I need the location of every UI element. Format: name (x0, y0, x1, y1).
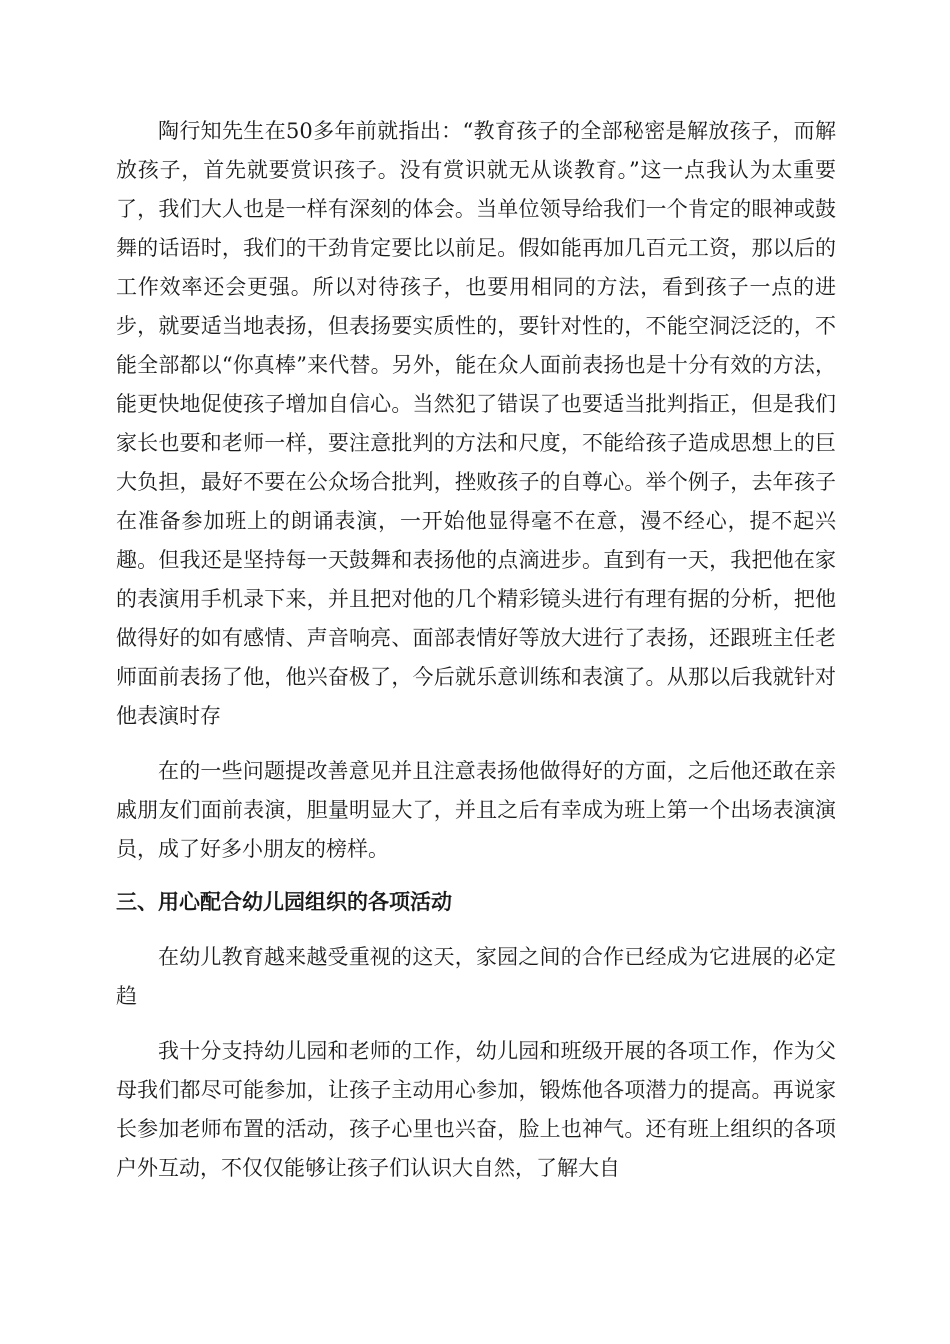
paragraph-support-kindergarten: 我十分支持幼儿园和老师的工作，幼儿园和班级开展的各项工作，作为父母我们都尽可能参加，让孩子主动用心参加，锻炼他各项潜力的提高。再说家长参加老师布置的活动，孩子心里也兴奋，脸上也神气。还有班上组织的各项户外互动，不仅仅能够让孩子们认识大自然，了解大自 (116, 1039, 836, 1180)
section-heading: 三、用心配合幼儿园组织的各项活动 (116, 890, 452, 914)
document-page (116, 112, 836, 1188)
paragraph-home-school-cooperation: 在幼儿教育越来越受重视的这天，家园之间的合作已经成为它进展的必定趋 (116, 945, 836, 1008)
paragraph-praise-children: 陶行知先生在50多年前就指出：“教育孩子的全部秘密是解放孩子，而解放孩子，首先就要赏识孩子。没有赏识就无从谈教育。”这一点我认为太重要了，我们大人也是一样有深刻的体会。当单位领导给我们一个肯定的眼神或鼓舞的话语时，我们的干劲肯定要比以前足。假如能再加几百元工资，那以后的工作效率还会更强。所以对待孩子，也要用相同的方法，看到孩子一点的进步，就要适当地表扬，但表扬要实质性的，要针对性的，不能空洞泛泛的，不能全部都以“你真棒”来代替。另外，能在众人面前表扬也是十分有效的方法，能更快地促使孩子增加自信心。当然犯了错误了也要适当批判指正，但是我们家长也要和老师一样，要注意批判的方法和尺度，不能给孩子造成思想上的巨大负担，最好不要在公众场合批判，挫败孩子的自尊心。举个例子，去年孩子在准备参加班上的朗诵表演，一开始他显得毫不在意，漫不经心，提不起兴趣。但我还是坚持每一天鼓舞和表扬他的点滴进步。直到有一天，我把他在家的表演用手机录下来，并且把对他的几个精彩镜头进行有理有据的分析，把他做得好的如有感情、声音响亮、面部表情好等放大进行了表扬，还跟班主任老师面前表扬了他，他兴奋极了，今后就乐意训练和表演了。从那以后我就针对他表演时存 (116, 119, 836, 728)
paragraph-praise-continued: 在的一些问题提改善意见并且注意表扬他做得好的方面，之后他还敢在亲戚朋友们面前表演，胆量明显大了，并且之后有幸成为班上第一个出场表演演员，成了好多小朋友的榜样。 (116, 759, 836, 861)
